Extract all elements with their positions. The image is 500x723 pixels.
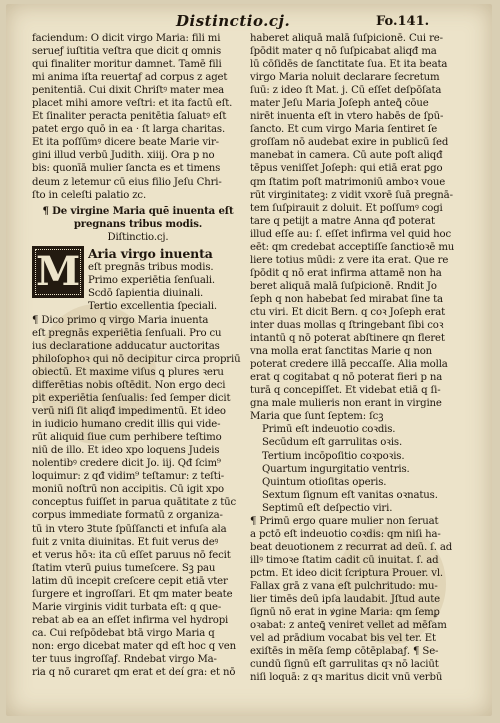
text-line: deum z letemur cū eius filio Jeſu Chri- xyxy=(32,176,222,188)
text-line: ſignū nō erat in ꝟgine Maria: qm ſemꝑ xyxy=(250,607,440,619)
text-line: bis: quonīā mulier ſancta es et timens xyxy=(32,163,221,175)
text-line: cundū ſignū eſt garrulitas qꝛ nō laciūt xyxy=(250,659,439,671)
title-lines xyxy=(88,246,244,313)
text-line: serueƒ iuſtitia veſtra que dicit q omnis xyxy=(32,46,221,58)
text-line: groſſam nō audebat exire in publicū ſed xyxy=(250,137,449,149)
text-line: et verus hōꝛ: ita cū eſſet paruus nō fecit xyxy=(32,549,231,561)
right-column xyxy=(250,32,464,684)
text-line: rebat ab ea an eſſet infirma vel hydropi xyxy=(32,614,229,626)
text-line: moniū noſtrū non accipitis. Cū igit xpo xyxy=(32,484,225,496)
text-line: ctu viri. Et dicit Bern. q coꝛ Joſeph erat xyxy=(250,306,446,318)
heading-line: pregnans tribus modis. xyxy=(73,217,203,230)
title-line: Scdō ſapientia diuinali. xyxy=(88,287,204,299)
sign-item: Secūdum eſt garrulitas oꝛis. xyxy=(262,437,403,449)
text-line: ſeph q non habebat ſed mirabat ſine ta xyxy=(250,293,443,305)
text-line: pctm. Et ideo dicit ſcriptura Prouer. vl. xyxy=(250,567,443,579)
text-line: differētias nobis oſtēdit. Non ergo deci xyxy=(32,379,226,391)
text-line: Et ſinaliter peracta penitētia ſaluatꝰ eſt xyxy=(32,111,227,123)
text-line: tēpus veniſſet Joſeph: qui etiā erat ꝑgo xyxy=(250,163,443,175)
left-top-paragraph xyxy=(32,32,244,202)
text-line: latim dū incepit creſcere cepit etiā vter xyxy=(32,575,228,587)
text-line: lier timēs deū ipſa laudabit. Jſtud aute xyxy=(250,594,441,606)
running-title: Distinctio.cj. xyxy=(176,12,291,30)
text-line: loquimur: z qđ vidim⁹ teſtamur: z teſti- xyxy=(32,471,225,483)
text-line: vel ad prādium vocabat bis vel ter. Et xyxy=(250,633,436,645)
text-line: rūt aliquid ſiue cum perhibere teſtimo xyxy=(32,432,222,444)
text-line: philoſophoꝛ qui nō decipitur circa propriū xyxy=(32,353,241,365)
title-block xyxy=(32,246,244,314)
text-line: liere totius mūdi: z vere ita erat. Que re xyxy=(250,254,449,266)
text-line: ſpōdit q nō erat infirma attamē non ha xyxy=(250,267,442,279)
text-line: ¶ Dico primo q virgo Maria inuenta xyxy=(32,314,209,326)
right-bottom-paragraph xyxy=(250,515,464,685)
text-line: virgo Maria noluit declarare ſecretum xyxy=(250,72,440,84)
text-line: ſancto. Et cum virgo Maria ſentiret ſe xyxy=(250,124,438,136)
text-line: pit experiētia ſenſualis: ſed ſemper dicit xyxy=(32,393,231,405)
title-line: Aria virgo inuenta xyxy=(88,245,213,261)
text-line: nirēt inuenta eſt in vtero habēs de ſpū- xyxy=(250,111,444,123)
text-line: fuit z vnita diuinitas. Et fuit verus deꝰ xyxy=(32,536,219,548)
text-line: faciendum: O dicit virgo Maria: fili mi xyxy=(32,33,221,44)
sign-item: Tertium incōpoſitio coꝛpoꝛis. xyxy=(262,450,405,462)
text-line: Fallax grā z vana eſt pulchritudo: mu- xyxy=(250,580,438,592)
sign-item: Septimū eſt deſpectio viri. xyxy=(262,502,393,514)
text-line: mater Jeſu Maria Joſeph anteꝗ̄ cōue xyxy=(250,98,429,110)
text-line: nolentibꝰ credere dicit Jo. iij. Qđ ſcim⁹ xyxy=(32,458,221,470)
sign-item: Sextum ſignum eſt vanitas oꝛnatus. xyxy=(262,489,438,501)
signs-list xyxy=(250,423,464,514)
section-heading xyxy=(32,205,244,231)
text-line: manebat in camera. Cū aute poſt aliqđ xyxy=(250,150,443,162)
text-line: ſpōdit mater q nō ſuſpicabat aliqđ ma xyxy=(250,46,437,58)
text-line: verū niſi ſit aliqđ impedimentū. Et ideo xyxy=(32,406,226,418)
text-line: a pctō eſt indeuotio coꝛdis: qm niſi ha- xyxy=(250,528,441,540)
text-line: erat q cogitabat q nō poterat fieri p na xyxy=(250,372,443,384)
text-line: ius declaratione adducatur auctoritas xyxy=(32,340,220,352)
text-line: tū in vtero Ꝫtute ſpūſſancti et infuſa ala xyxy=(32,523,227,535)
text-line: illꝰ timoꝛe ſtatim cadit cū inuitat. ſ. ad xyxy=(250,554,439,566)
text-line: tare q petijt a matre Anna qđ poterat xyxy=(250,215,435,227)
page-header xyxy=(6,10,492,32)
text-line: ſuū: z ideo ſt Mat. j. Cū eſſet deſpōſata xyxy=(250,85,442,97)
folio-number: Fo.141. xyxy=(376,14,430,29)
text-line: corpus immediate formatū z organiza- xyxy=(32,510,223,522)
text-line: illud eſſe au: ſ. eſſet infirma vel quid hoc xyxy=(250,228,452,240)
sign-item: Primū eſt indeuotio coꝛdis. xyxy=(262,424,396,436)
text-line: beret aliquā malā ſuſpicionē. Rndit Jo xyxy=(250,280,437,292)
text-line: ria q nō curaret qm erat et deí gra: et nō xyxy=(32,667,236,679)
text-line: ſto in celeſti palatio zc. xyxy=(32,189,147,201)
text-line: tem ſuſpirauit z doluit. Et poſſumꝰ cogi xyxy=(250,202,443,214)
text-line: eſt pregnās experiētia ſenſuali. Pro cu xyxy=(32,327,222,339)
right-top-paragraph xyxy=(250,32,464,423)
text-line: in iudicio humano credit illis qui vide- xyxy=(32,419,221,431)
text-line: rūt virginitateꝫ: z vidit vxorē ſuā pregnā- xyxy=(250,189,453,201)
text-line: exiſtēs in mēſa ſemꝑ cōtēplabaƒ. ¶ Se- xyxy=(250,646,439,658)
left-body-text xyxy=(32,314,244,679)
text-line: Et ita poſſūmꝰ dicere beate Marie vir- xyxy=(32,137,219,149)
text-line: qui finaliter moritur damnet. Tamē fili xyxy=(32,59,222,71)
sign-item: Quintum otioſitas operis. xyxy=(262,476,387,488)
text-line: eēt: qm credebat acceptiſſe ſanctioꝛē mu xyxy=(250,241,455,253)
text-line: poterat credere illā peccaſſe. Alia molla xyxy=(250,359,448,371)
text-line: gna male mulieris non erant in virgine xyxy=(250,398,442,410)
text-line: Marie virginis vidit turbata eſt: q que- xyxy=(32,601,222,613)
text-line: ſtatim vterū ꝑuius tumeſcere. Sꝫ pau xyxy=(32,562,216,574)
text-line: ſurgere et ingroſſari. Et qm mater beate xyxy=(32,588,233,600)
text-line: ca. Cui reſpōdebat btā virgo Maria q xyxy=(32,627,215,639)
text-line: patet ergo quō in ea · ſt larga charitas. xyxy=(32,124,226,136)
title-line: Tertio excellentia ſpeciali. xyxy=(88,300,217,312)
text-line: turā q concepiſſet. Et videbat etiā q ſi- xyxy=(250,385,441,397)
left-column xyxy=(32,32,244,679)
text-line: gini illud verbū Judith. xiiij. Ora p no xyxy=(32,150,215,162)
text-line: Maria que ſunt ſeptem: ſcꝫ xyxy=(250,411,384,423)
text-line: vna molla erat ſanctitas Marie q non xyxy=(250,346,433,358)
text-line: qm ſtatim poſt matrimoniū amboꝛ voue xyxy=(250,176,446,188)
text-line: mi anima iſta reuertaƒ ad corpus z aget xyxy=(32,72,228,84)
text-line: haberet aliquā malā ſuſpicionē. Cui re- xyxy=(250,33,443,44)
title-line: Primo experiētia ſenſuali. xyxy=(88,274,215,286)
text-line: non: ergo dicebat mater qd eſt hoc q ven xyxy=(32,640,236,652)
text-line: ¶ Primū ergo quare mulier non ſeruat xyxy=(250,515,439,527)
text-line: conceptus fuiſſet in parua quātitate z tūc xyxy=(32,497,237,509)
text-line: penitentiā. Cui dixit Chriſtꝰ mater mea xyxy=(32,85,225,97)
text-line: beat deuotionem z recurrat ad deū. ſ. ad xyxy=(250,541,453,553)
sign-item: Quartum ingurgitatio ventris. xyxy=(262,463,410,475)
text-line: oꝛabat: z anteꝗ̄ veniret vellet ad mēſam xyxy=(250,620,447,632)
text-line: intantū q nō poterat abſtinere qn fleret xyxy=(250,333,445,345)
text-line: inter duas mollas q ſtringebant ſibi coꝛ xyxy=(250,320,444,332)
text-line: lū cōſidēs de ſanctitate ſua. Et ita beata xyxy=(250,59,448,71)
distinctio-label: Diſtinctio.cj. xyxy=(107,231,169,243)
text-line: placet mihi amore veſtri: et ita factū eſt. xyxy=(32,98,233,110)
heading-line: ¶ De virgine Maria quē inuenta eſt xyxy=(42,204,234,217)
text-line: niſi loquā: z qꝛ maritus dicit vnū verbū xyxy=(250,672,443,684)
book-page xyxy=(6,4,492,716)
decorated-initial-m: M xyxy=(32,246,84,298)
text-line: ter tuus ingroſſaƒ. Rndebat virgo Ma- xyxy=(32,653,217,665)
text-line: obiectū. Et maxime viſus ꝗ plures ꝛeru xyxy=(32,366,224,378)
title-line: eſt pregnās tribus modis. xyxy=(88,261,214,273)
text-line: niū de illo. Et ideo xpo loquens Judeis xyxy=(32,445,220,457)
